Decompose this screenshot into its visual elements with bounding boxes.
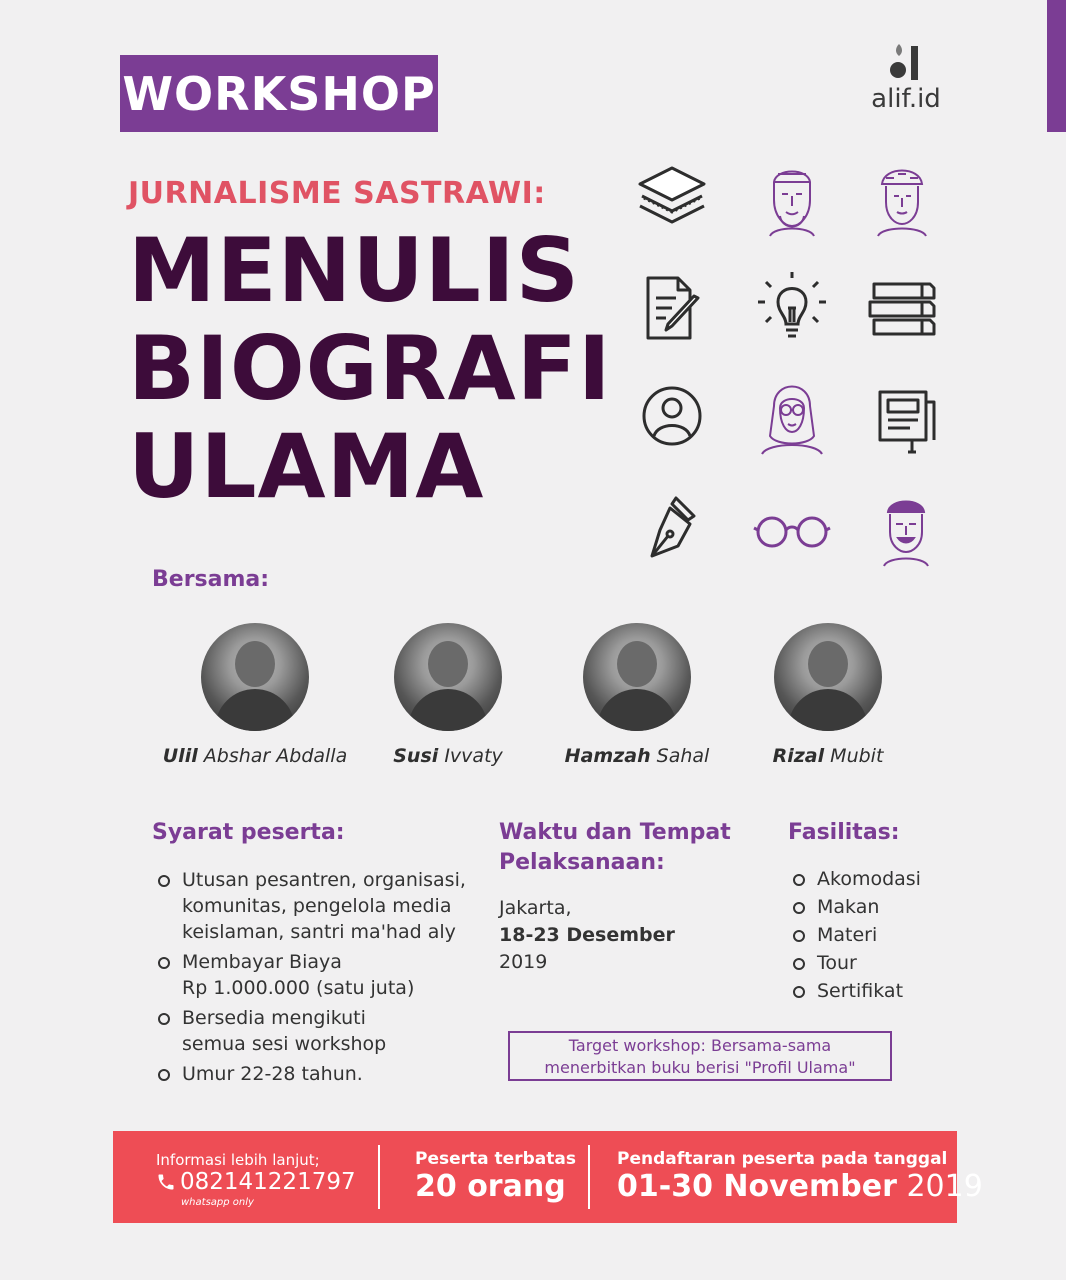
bersama-label: Bersama: bbox=[152, 567, 270, 592]
speaker-photo bbox=[201, 623, 309, 731]
syarat-list bbox=[154, 867, 466, 1091]
target-line-1: Target workshop: Bersama-sama bbox=[568, 1036, 832, 1055]
terbatas-label: Peserta terbatas bbox=[415, 1149, 576, 1169]
newspaper-icon bbox=[868, 380, 948, 460]
alif-logo[interactable] bbox=[864, 40, 948, 120]
speaker-ulil bbox=[155, 623, 355, 767]
phone-icon bbox=[156, 1172, 176, 1192]
title-line-1: MENULIS bbox=[128, 219, 580, 322]
waktu-dates: 18-23 Desember bbox=[499, 924, 675, 946]
phone-number[interactable]: 082141221797 bbox=[156, 1169, 356, 1195]
waktu-title: Waktu dan Tempat Pelaksanaan: bbox=[499, 820, 731, 875]
terbatas-value: 20 orang bbox=[415, 1169, 566, 1204]
lightbulb-icon bbox=[752, 268, 832, 348]
speaker-name: Ulil Abshar Abdalla bbox=[162, 745, 348, 767]
cleric-portrait-icon bbox=[862, 160, 942, 240]
title-line-2: BIOGRAFI bbox=[128, 317, 612, 420]
peci-man-portrait-icon bbox=[866, 490, 946, 570]
speaker-name: Hamzah Sahal bbox=[564, 745, 710, 767]
workshop-badge: WORKSHOP bbox=[120, 55, 438, 132]
layers-icon bbox=[632, 160, 712, 240]
fasilitas-title: Fasilitas: bbox=[788, 820, 900, 845]
glasses-icon bbox=[752, 492, 832, 572]
list-item: Materi bbox=[789, 922, 921, 948]
syarat-title: Syarat peserta: bbox=[152, 820, 345, 845]
waktu-city: Jakarta, bbox=[499, 897, 572, 919]
document-edit-icon bbox=[632, 268, 712, 348]
footer-divider bbox=[378, 1145, 380, 1209]
corner-accent-bar bbox=[1047, 0, 1066, 132]
books-stack-icon bbox=[862, 268, 942, 348]
waktu-year: 2019 bbox=[499, 951, 548, 973]
list-item: Sertifikat bbox=[789, 978, 921, 1004]
list-item: Tour bbox=[789, 950, 921, 976]
fasilitas-list bbox=[789, 866, 921, 1006]
speaker-name: Susi Ivvaty bbox=[393, 745, 503, 767]
speaker-rizal bbox=[728, 623, 928, 767]
daftar-value: 01-30 November 2019 bbox=[617, 1169, 983, 1204]
title-line-3: ULAMA bbox=[128, 415, 485, 518]
user-circle-icon bbox=[632, 376, 712, 456]
speaker-hamzah bbox=[537, 623, 737, 767]
waktu-details bbox=[499, 895, 675, 976]
whatsapp-note: whatsapp only bbox=[181, 1197, 254, 1208]
target-line-2: menerbitkan buku berisi "Profil Ulama" bbox=[544, 1058, 856, 1077]
alif-brand-text: alif.id bbox=[871, 84, 941, 114]
speaker-photo bbox=[774, 623, 882, 731]
daftar-label: Pendaftaran peserta pada tanggal bbox=[617, 1149, 948, 1169]
main-title bbox=[128, 219, 612, 518]
list-item: Makan bbox=[789, 894, 921, 920]
speaker-photo bbox=[394, 623, 502, 731]
list-item: Bersedia mengikuti semua sesi workshop bbox=[154, 1005, 466, 1057]
footer-banner bbox=[113, 1131, 983, 1223]
footer-divider bbox=[588, 1145, 590, 1209]
subtitle: JURNALISME SASTRAWI: bbox=[128, 176, 546, 211]
speaker-susi bbox=[348, 623, 548, 767]
scholar-portrait-icon bbox=[752, 160, 832, 240]
alif-logo-icon bbox=[889, 40, 923, 82]
hijab-woman-portrait-icon bbox=[752, 376, 832, 456]
list-item: Umur 22-28 tahun. bbox=[154, 1061, 466, 1087]
target-box bbox=[508, 1031, 892, 1081]
list-item: Akomodasi bbox=[789, 866, 921, 892]
fountain-pen-icon bbox=[630, 490, 710, 570]
speaker-name: Rizal Mubit bbox=[772, 745, 884, 767]
info-label: Informasi lebih lanjut; bbox=[156, 1151, 320, 1169]
speaker-photo bbox=[583, 623, 691, 731]
list-item: Utusan pesantren, organisasi, komunitas, pengelola media keislaman, santri ma'had aly bbox=[154, 867, 466, 945]
list-item: Membayar Biaya Rp 1.000.000 (satu juta) bbox=[154, 949, 466, 1001]
